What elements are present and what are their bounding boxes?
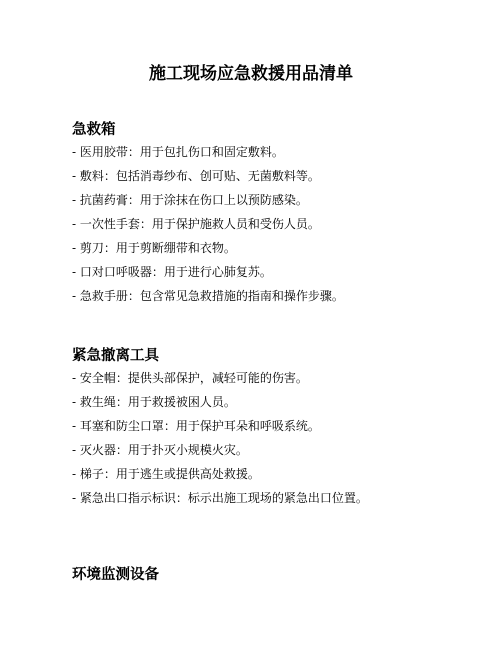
list-item: - 耳塞和防尘口罩：用于保护耳朵和呼吸系统。 — [72, 419, 320, 433]
list-item: - 口对口呼吸器：用于进行心肺复苏。 — [72, 265, 272, 279]
list-item: - 梯子：用于逃生或提供高处救援。 — [72, 467, 260, 481]
list-item: - 医用胶带：用于包扎伤口和固定敷料。 — [72, 145, 284, 159]
section-evacuation-tools — [72, 346, 472, 514]
section-heading: 紧急撤离工具 — [72, 348, 159, 364]
document-title: 施工现场应急救援用品清单 — [149, 64, 353, 84]
section-heading: 环境监测设备 — [72, 567, 159, 583]
list-item: - 灭火器：用于扑灭小规模火灾。 — [72, 443, 248, 457]
section-environment-monitoring — [72, 565, 472, 589]
list-item: - 紧急出口指示标识：标示出施工现场的紧急出口位置。 — [72, 491, 368, 505]
list-item: - 救生绳：用于救援被困人员。 — [72, 395, 236, 409]
section-first-aid-kit — [72, 120, 472, 312]
list-item: - 抗菌药膏：用于涂抹在伤口上以预防感染。 — [72, 193, 308, 207]
item-list — [72, 144, 472, 304]
item-list — [72, 370, 472, 506]
list-item: - 一次性手套：用于保护施救人员和受伤人员。 — [72, 217, 320, 231]
list-item: - 敷料：包括消毒纱布、创可贴、无菌敷料等。 — [72, 169, 320, 183]
section-heading: 急救箱 — [72, 122, 116, 138]
list-item: - 安全帽：提供头部保护，减轻可能的伤害。 — [72, 371, 308, 385]
list-item: - 急救手册：包含常见急救措施的指南和操作步骤。 — [72, 289, 344, 303]
list-item: - 剪刀：用于剪断绷带和衣物。 — [72, 241, 236, 255]
